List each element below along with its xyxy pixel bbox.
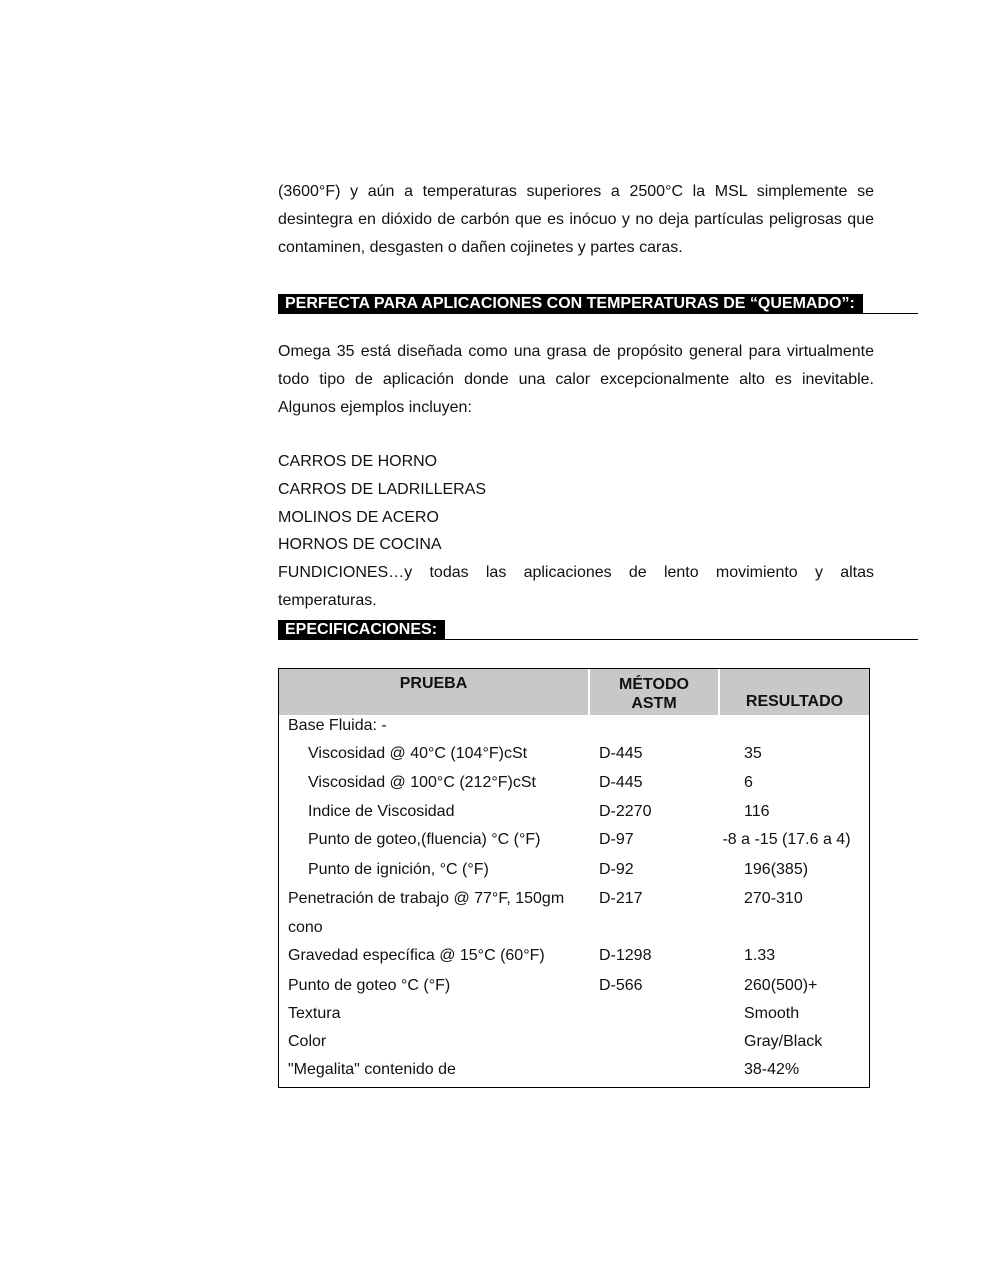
section-heading-label: EPECIFICACIONES: [278, 620, 445, 639]
cell-result: Gray/Black [744, 1033, 823, 1050]
cell-method: D-217 [599, 890, 643, 907]
cell-test: Punto de goteo °C (°F) [288, 977, 451, 994]
cell-result: 6 [744, 774, 753, 791]
cell-method: D-445 [599, 745, 643, 762]
cell-result: Smooth [744, 1005, 800, 1022]
cell-test: Color [288, 1033, 327, 1050]
section-heading-quemado [278, 294, 918, 314]
cell-method: D-566 [599, 977, 643, 994]
cell-result: 260(500)+ [744, 977, 818, 994]
cell-test: Viscosidad @ 40°C (104°F)cSt [308, 745, 528, 762]
header-method-line2: ASTM [631, 695, 677, 712]
header-test: PRUEBA [279, 669, 588, 715]
cell-test: Indice de Viscosidad [308, 803, 455, 820]
cell-test: "Megalita" contenido de [288, 1061, 456, 1078]
cell-test: Penetración de trabajo @ 77°F, 150gm [288, 890, 565, 907]
section-heading-specs [278, 620, 918, 640]
cell-method: D-97 [599, 831, 634, 848]
cell-method: D-92 [599, 861, 634, 878]
cell-result: 116 [744, 803, 770, 820]
cell-result: 38-42% [744, 1061, 800, 1078]
closing-line-continued: temperaturas. [278, 592, 377, 609]
cell-result: 35 [744, 745, 762, 762]
cell-result: 196(385) [744, 861, 809, 878]
cell-result: 1.33 [744, 947, 776, 964]
header-method [590, 669, 718, 715]
header-method-line1: MÉTODO [619, 676, 689, 693]
cell-test: Base Fluida: - [288, 717, 387, 734]
section1-paragraph: Omega 35 está diseñada como una grasa de propósito general para virtualmente todo tipo de aplicación donde una calor excepcionalmente alto es inevitable. Algunos ejemplos incluyen: [278, 343, 874, 416]
intro-paragraph: (3600°F) y aún a temperaturas superiores a 2500°C la MSL simplemente se desintegra en dióxido de carbón que es inócuo y no deja partículas peligrosas que contaminen, desgasten o dañen cojinetes y partes caras. [278, 183, 874, 256]
specifications-table [278, 668, 870, 1088]
cell-test: cono [288, 919, 323, 936]
cell-test: Punto de goteo,(fluencia) °C (°F) [308, 831, 541, 848]
list-item: MOLINOS DE ACERO [278, 509, 439, 526]
table-header [279, 669, 869, 715]
list-item: HORNOS DE COCINA [278, 536, 442, 553]
cell-method: D-445 [599, 774, 643, 791]
cell-result: -8 a -15 (17.6 a 4) [722, 831, 851, 848]
cell-test: Gravedad específica @ 15°C (60°F) [288, 947, 545, 964]
section-heading-label: PERFECTA PARA APLICACIONES CON TEMPERATURAS DE “QUEMADO”: [278, 294, 863, 313]
list-item: CARROS DE LADRILLERAS [278, 481, 487, 498]
list-item: CARROS DE HORNO [278, 453, 438, 470]
cell-method: D-2270 [599, 803, 652, 820]
cell-result: 270-310 [744, 890, 803, 907]
cell-method: D-1298 [599, 947, 652, 964]
header-result: RESULTADO [720, 669, 869, 715]
cell-test: Viscosidad @ 100°C (212°F)cSt [308, 774, 536, 791]
cell-test: Punto de ignición, °C (°F) [308, 861, 489, 878]
closing-line: FUNDICIONES…y todas las aplicaciones de lento movimiento y altas [278, 564, 874, 581]
cell-test: Textura [288, 1005, 341, 1022]
